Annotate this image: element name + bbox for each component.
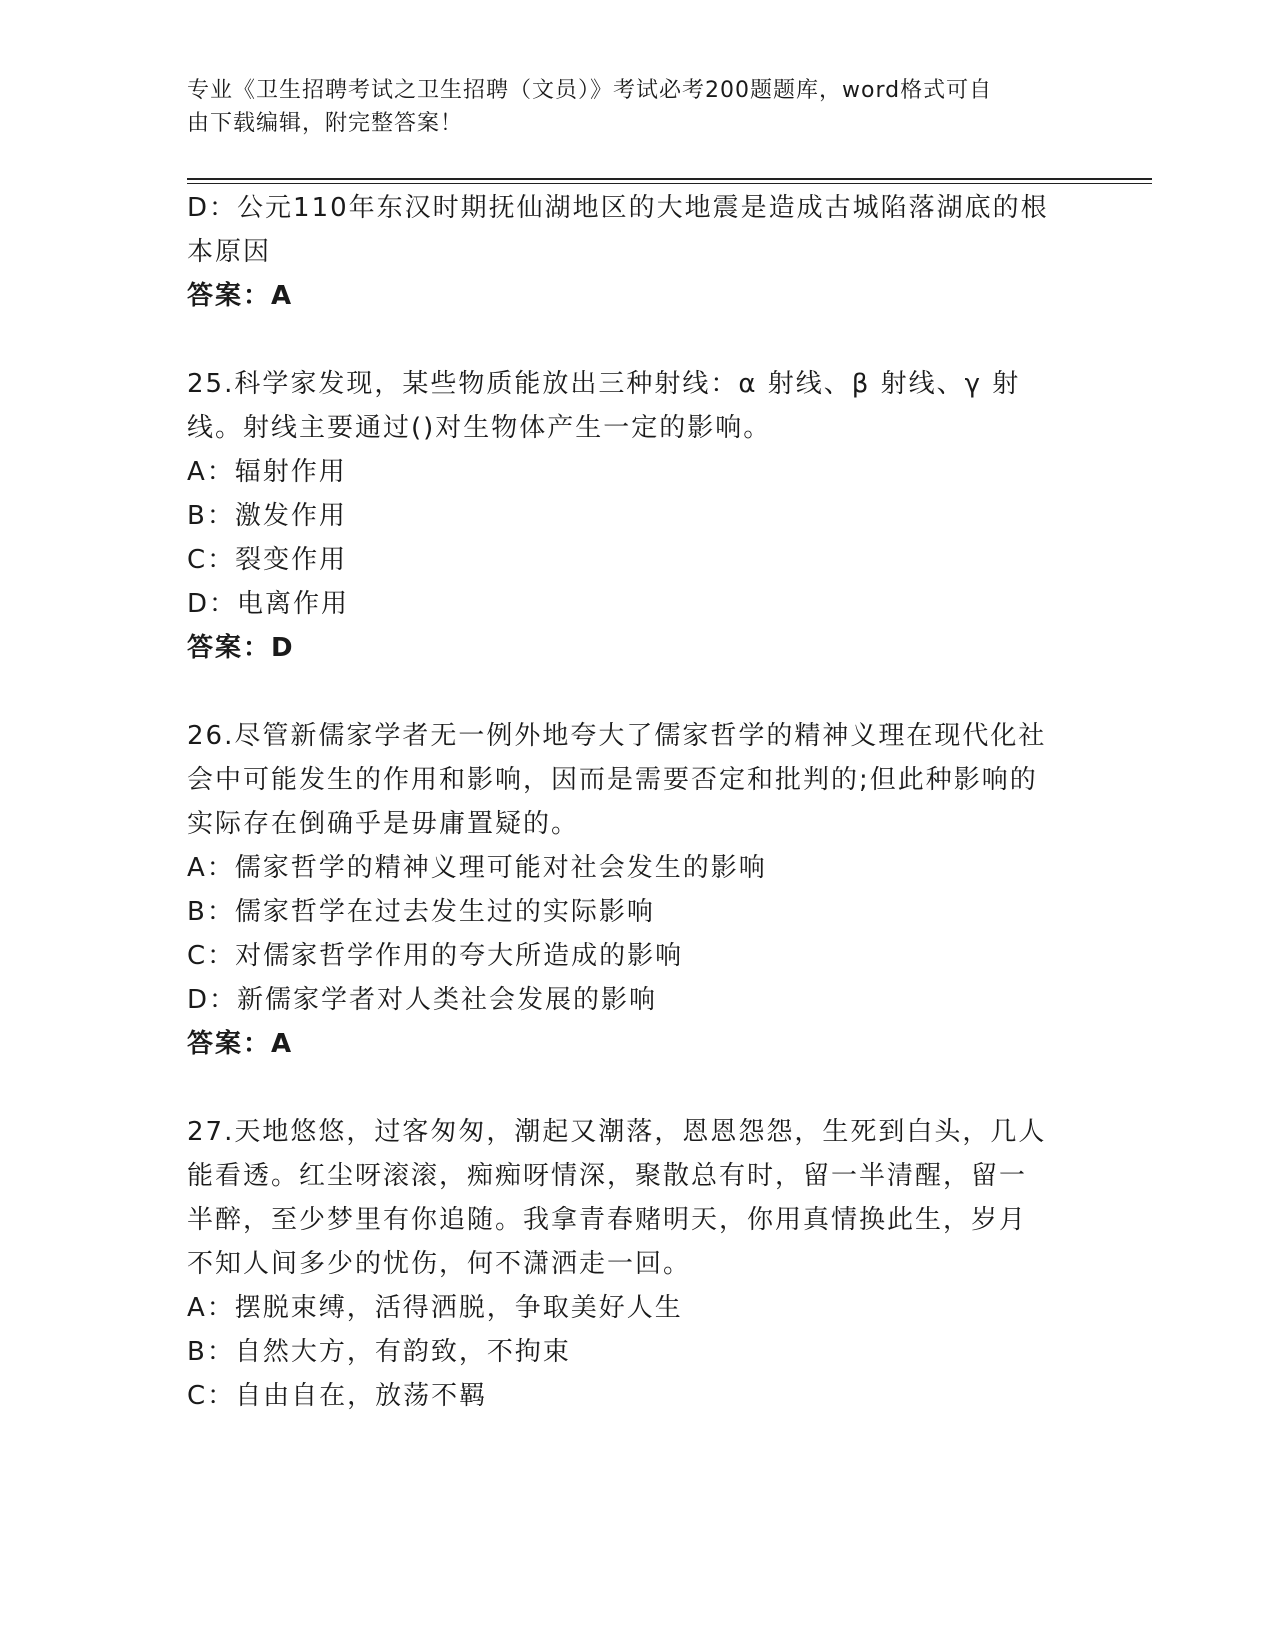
- q26-option-d: D：新儒家学者对人类社会发展的影响: [187, 985, 658, 1015]
- q25-option-d: D：电离作用: [187, 589, 350, 619]
- q26-answer: 答案：A: [187, 1029, 294, 1059]
- q25-option-a: A：辐射作用: [187, 457, 347, 487]
- header-line-1: 专业《卫生招聘考试之卫生招聘（文员）》考试必考200题题库，word格式可自: [187, 78, 993, 103]
- q24-option-d-line-1: D：公元110年东汉时期抚仙湖地区的大地震是造成古城陷落湖底的根: [187, 193, 1049, 223]
- q27-stem-line-1: 27.天地悠悠，过客匆匆，潮起又潮落，恩恩怨怨，生死到白头，几人: [187, 1117, 1047, 1147]
- q27-stem-line-4: 不知人间多少的忧伤，何不潇洒走一回。: [187, 1249, 692, 1279]
- q26-option-c: C：对儒家哲学作用的夸大所造成的影响: [187, 941, 684, 971]
- header-line-2: 由下载编辑，附完整答案！: [187, 111, 464, 136]
- q27-option-c: C：自由自在，放荡不羁: [187, 1381, 488, 1411]
- document-header: [187, 74, 1067, 140]
- q27-stem-line-2: 能看透。红尘呀滚滚，痴痴呀情深，聚散总有时，留一半清醒，留一: [187, 1161, 1028, 1191]
- q25-answer: 答案：D: [187, 633, 295, 663]
- q25-stem-line-2: 线。射线主要通过()对生物体产生一定的影响。: [187, 413, 772, 443]
- q24-option-d-line-2: 本原因: [187, 237, 272, 267]
- q26-stem-line-3: 实际存在倒确乎是毋庸置疑的。: [187, 809, 580, 839]
- q26-option-b: B：儒家哲学在过去发生过的实际影响: [187, 897, 655, 927]
- q27-stem-line-3: 半醉，至少梦里有你追随。我拿青春赌明天，你用真情换此生，岁月: [187, 1205, 1028, 1235]
- header-rule-top: [187, 178, 1152, 180]
- q27-option-b: B：自然大方，有韵致，不拘束: [187, 1337, 571, 1367]
- q27-option-a: A：摆脱束缚，活得洒脱，争取美好人生: [187, 1293, 683, 1323]
- q26-stem-line-1: 26.尽管新儒家学者无一例外地夸大了儒家哲学的精神义理在现代化社: [187, 721, 1047, 751]
- q24-answer: 答案：A: [187, 281, 294, 311]
- q25-option-b: B：激发作用: [187, 501, 347, 531]
- q26-stem-line-2: 会中可能发生的作用和影响，因而是需要否定和批判的;但此种影响的: [187, 765, 1038, 795]
- q25-option-c: C：裂变作用: [187, 545, 348, 575]
- header-rule-bottom: [187, 183, 1152, 184]
- q25-stem-line-1: 25.科学家发现，某些物质能放出三种射线：α 射线、β 射线、γ 射: [187, 369, 1021, 399]
- q26-option-a: A：儒家哲学的精神义理可能对社会发生的影响: [187, 853, 767, 883]
